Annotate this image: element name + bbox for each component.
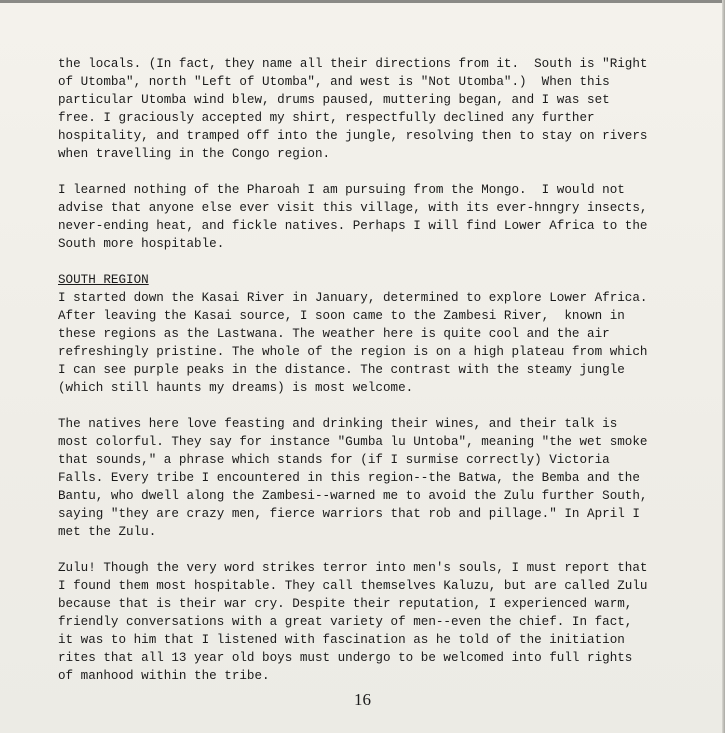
text-line: After leaving the Kasai source, I soon came to the Zambesi River, known in (58, 309, 625, 323)
text-line: these regions as the Lastwana. The weather here is quite cool and the air (58, 327, 610, 341)
text-line: Falls. Every tribe I encountered in this region--the Batwa, the Bemba and the (58, 471, 640, 485)
paragraph-1 (58, 55, 683, 163)
text-line: I can see purple peaks in the distance. The contrast with the steamy jungle (58, 363, 625, 377)
text-line: I found them most hospitable. They call themselves Kaluzu, but are called Zulu (58, 579, 648, 593)
text-line: most colorful. They say for instance "Gumba lu Untoba", meaning "the wet smoke (58, 435, 648, 449)
text-line: South more hospitable. (58, 237, 225, 251)
text-line: it was to him that I listened with fascination as he told of the initiation (58, 633, 625, 647)
paragraph-5 (58, 559, 683, 685)
page-top-edge (0, 0, 725, 3)
page-text (58, 55, 683, 703)
text-line: because that is their war cry. Despite their reputation, I experienced warm, (58, 597, 633, 611)
paragraph-2 (58, 181, 683, 253)
text-line: Bantu, who dwell along the Zambesi--warned me to avoid the Zulu further South, (58, 489, 648, 503)
text-line: the locals. (In fact, they name all their directions from it. South is "Right (58, 57, 648, 71)
paragraph-4 (58, 415, 683, 541)
text-line: saying "they are crazy men, fierce warriors that rob and pillage." In April I (58, 507, 640, 521)
text-line: when travelling in the Congo region. (58, 147, 331, 161)
text-line: free. I graciously accepted my shirt, respectfully declined any further (58, 111, 595, 125)
text-line: I learned nothing of the Pharoah I am pursuing from the Mongo. I would not (58, 183, 625, 197)
text-line: hospitality, and tramped off into the jungle, resolving then to stay on rivers (58, 129, 648, 143)
text-line: of Utomba", north "Left of Utomba", and west is "Not Utomba".) When this (58, 75, 610, 89)
paragraph-3 (58, 271, 683, 397)
section-heading: SOUTH REGION (58, 273, 149, 287)
text-line: friendly conversations with a great variety of men--even the chief. In fact, (58, 615, 633, 629)
text-line: of manhood within the tribe. (58, 669, 270, 683)
text-line: (which still haunts my dreams) is most welcome. (58, 381, 414, 395)
text-line: The natives here love feasting and drinking their wines, and their talk is (58, 417, 618, 431)
text-line: advise that anyone else ever visit this village, with its ever-hnngry insects, (58, 201, 648, 215)
text-line: rites that all 13 year old boys must undergo to be welcomed into full rights (58, 651, 633, 665)
text-line: I started down the Kasai River in January, determined to explore Lower Africa. (58, 291, 648, 305)
text-line: met the Zulu. (58, 525, 157, 539)
text-line: Zulu! Though the very word strikes terror into men's souls, I must report that (58, 561, 648, 575)
text-line: that sounds," a phrase which stands for (if I surmise correctly) Victoria (58, 453, 610, 467)
text-line: refreshingly pristine. The whole of the region is on a high plateau from which (58, 345, 648, 359)
page-number: 16 (354, 690, 371, 709)
text-line: particular Utomba wind blew, drums paused, muttering began, and I was set (58, 93, 610, 107)
text-line: never-ending heat, and fickle natives. Perhaps I will find Lower Africa to the (58, 219, 648, 233)
